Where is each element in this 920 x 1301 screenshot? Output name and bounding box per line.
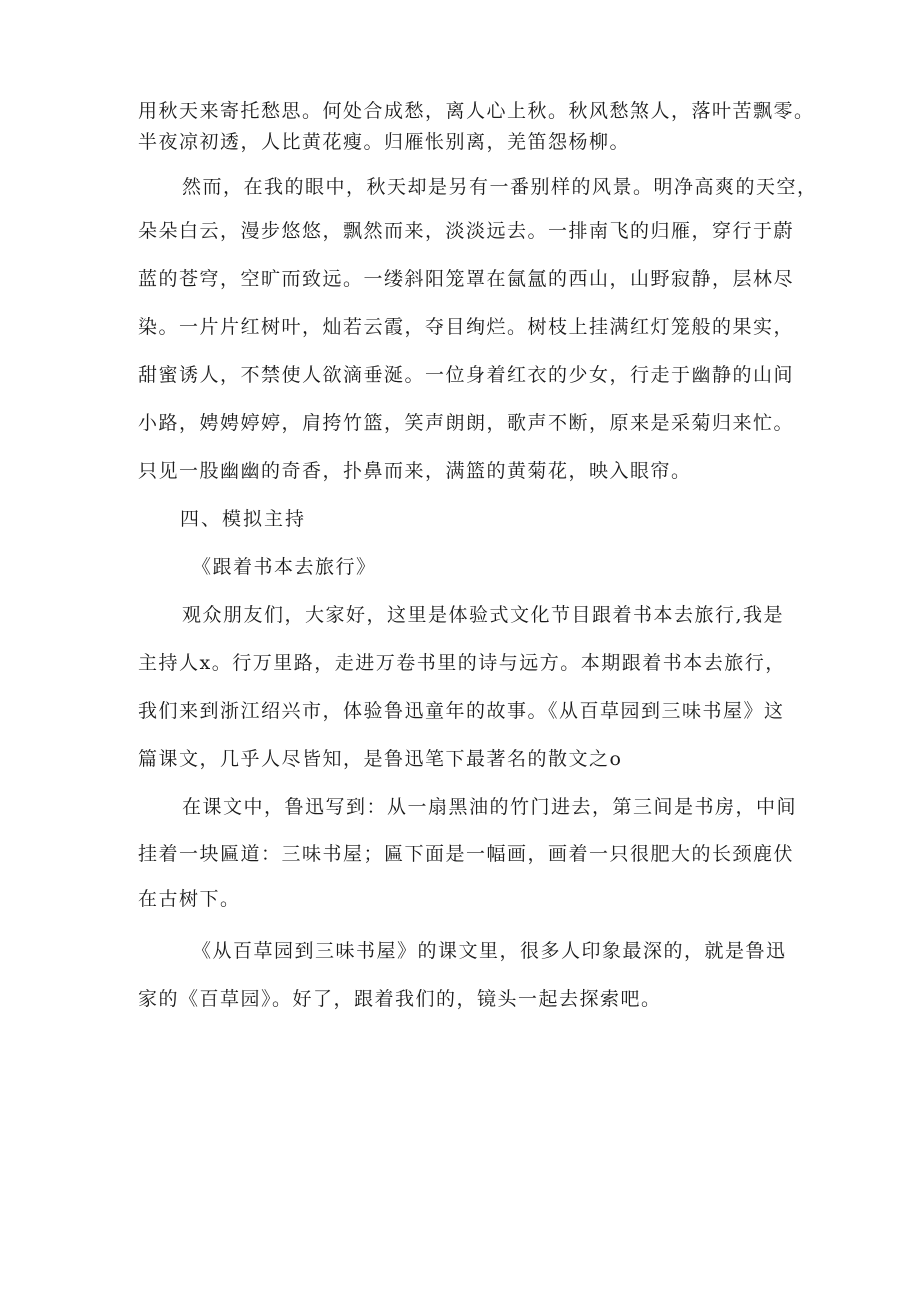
paragraph-4-line-2: 挂着一块匾道：三味书屋；匾下面是一幅画，画着一只很肥大的长颈鹿伏 <box>138 843 795 865</box>
paragraph-2-line-2: 朵朵白云，漫步悠悠，飘然而来，淡淡远去。一排南飞的归雁，穿行于蔚 <box>138 220 795 242</box>
paragraph-2-line-7: 只见一股幽幽的奇香，扑鼻而来，满篮的黄菊花，映入眼帘。 <box>138 460 692 482</box>
paragraph-2-line-3: 蓝的苍穹，空旷而致远。一缕斜阳笼罩在氤氲的西山，山野寂静，层林尽 <box>138 268 795 290</box>
paragraph-4-line-3: 在古树下。 <box>138 888 241 910</box>
paragraph-2-line-5: 甜蜜诱人，不禁使人欲滴垂涎。一位身着红衣的少女，行走于幽静的山间 <box>138 364 795 386</box>
paragraph-5-line-2: 家的《百草园》。好了，跟着我们的，镜头一起去探索吧。 <box>138 988 662 1010</box>
paragraph-1-line-1: 用秋天来寄托愁思。何处合成愁，离人心上秋。秋风愁煞人，落叶苦飘零。 <box>138 100 815 122</box>
paragraph-3-line-3: 我们来到浙江绍兴市，体验鲁迅童年的故事。《从百草园到三味书屋》这 <box>138 700 785 722</box>
section-heading: 四、模拟主持 <box>180 508 307 530</box>
paragraph-3-line-2: 主持人x。行万里路，走进万卷书里的诗与远方。本期跟着书本去旅行， <box>138 652 786 674</box>
paragraph-4-line-1: 在课文中，鲁迅写到：从一扇黑油的竹门进去，第三间是书房，中间 <box>182 796 798 818</box>
paragraph-2-line-1: 然而，在我的眼中，秋天却是另有一番别样的风景。明净高爽的天空， <box>182 176 818 198</box>
paragraph-2-line-4: 染。一片片红树叶，灿若云霞，夺目绚烂。树枝上挂满红灯笼般的果实， <box>138 316 795 338</box>
paragraph-3-line-4: 篇课文，几乎人尽皆知，是鲁迅笔下最著名的散文之o <box>138 748 623 770</box>
paragraph-1-line-2: 半夜凉初透，人比黄花瘦。归雁怅别离，羌笛怨杨柳。 <box>138 131 631 153</box>
script-title: 《跟着书本去旅行》 <box>192 556 377 578</box>
paragraph-2-line-6: 小路，娉娉婷婷，肩挎竹篮，笑声朗朗，歌声不断，原来是采菊归来忙。 <box>138 412 795 434</box>
paragraph-3-line-1: 观众朋友们，大家好，这里是体验式文化节目跟着书本去旅行,我是 <box>182 604 785 626</box>
paragraph-5-line-1: 《从百草园到三味书屋》的课文里，很多人印象最深的，就是鲁迅 <box>192 940 787 962</box>
